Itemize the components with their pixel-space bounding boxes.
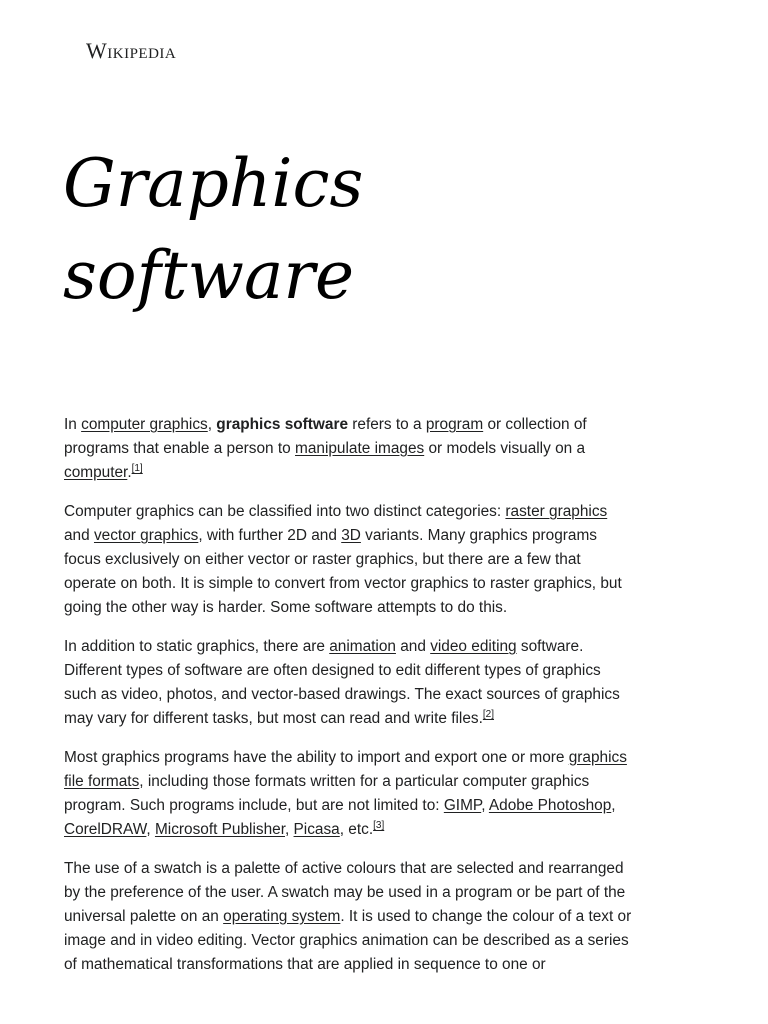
article-body [64,413,636,992]
paragraph-intro [64,413,636,485]
paragraph-swatch [64,857,636,977]
page-title [63,138,483,322]
link-picasa[interactable]: Picasa [293,821,340,838]
reference-3 [373,820,384,831]
bold-term: graphics software [216,416,349,433]
reference-link-2[interactable]: [2] [482,709,494,720]
link-program[interactable]: program [425,416,484,433]
link-raster-graphics[interactable]: raster graphics [505,503,608,520]
reference-link-3[interactable]: [3] [373,820,385,831]
wikipedia-wordmark[interactable]: Wikipedia [86,38,177,63]
text: Computer graphics can be classified into two distinct categories: [64,503,506,520]
link-manipulate-images[interactable]: manipulate images [295,440,425,457]
text: and [395,638,431,655]
link-graphics-file-formats[interactable]: graphics file formats [64,749,627,790]
text: , including those formats written for a particular computer graphics program. Such programs include, but are not limited to: [64,773,590,814]
page-title-line-2: software [63,237,355,314]
text: . [127,464,132,481]
link-adobe-photoshop[interactable]: Adobe Photoshop [488,797,612,814]
reference-link-1[interactable]: [1] [131,463,143,474]
text: , [481,797,489,814]
text: . It is used to change the colour of a text or image and in video editing. Vector graphics animation can be described as a series of mathematical transformations that are applied in sequence to one or [64,908,632,973]
text: or collection of programs that enable a person to [64,416,587,457]
link-video-editing[interactable]: video editing [430,638,517,655]
text: Most graphics programs have the ability to import and export one or more [64,749,569,766]
text: In addition to static graphics, there are [64,638,330,655]
link-vector-graphics[interactable]: vector graphics [93,527,199,544]
link-operating-system[interactable]: operating system [223,908,341,925]
reference-2 [483,709,494,720]
link-microsoft-publisher[interactable]: Microsoft Publisher [154,821,285,838]
link-coreldraw[interactable]: CorelDRAW [64,821,147,838]
text: refers to a [348,416,426,433]
link-animation[interactable]: animation [329,638,396,655]
paragraph-file-formats [64,746,636,842]
text: , [146,821,155,838]
reference-1 [132,463,143,474]
link-3d[interactable]: 3D [341,527,361,544]
text: The use of a swatch is a palette of active colours that are selected and rearranged by the preference of the user. A swatch may be used in a program or be part of the universal palette on an [64,860,626,925]
text: , with further 2D and [198,527,342,544]
link-computer-graphics[interactable]: computer graphics [81,416,208,433]
text: , [207,416,217,433]
text: variants. Many graphics programs focus exclusively on either vector or raster graphics, but there are a few that operate on both. It is simple to convert from vector graphics to raster graphics, but going the other way is harder. Some software attempts to do this. [64,527,622,616]
link-computer[interactable]: computer [64,464,128,481]
text: software. Different types of software are often designed to edit different types of graphics such as video, photos, and vector-based drawings. The exact sources of graphics may vary for different tasks, but most can read and write files. [64,638,620,727]
text: and [64,527,94,544]
paragraph-categories [64,500,636,620]
text: , [611,797,616,814]
text: In [64,416,82,433]
page-title-line-1: Graphics [63,145,364,222]
text: , etc. [339,821,374,838]
text: or models visually on a [424,440,586,457]
link-gimp[interactable]: GIMP [443,797,482,814]
paragraph-animation [64,635,636,731]
text: , [284,821,294,838]
